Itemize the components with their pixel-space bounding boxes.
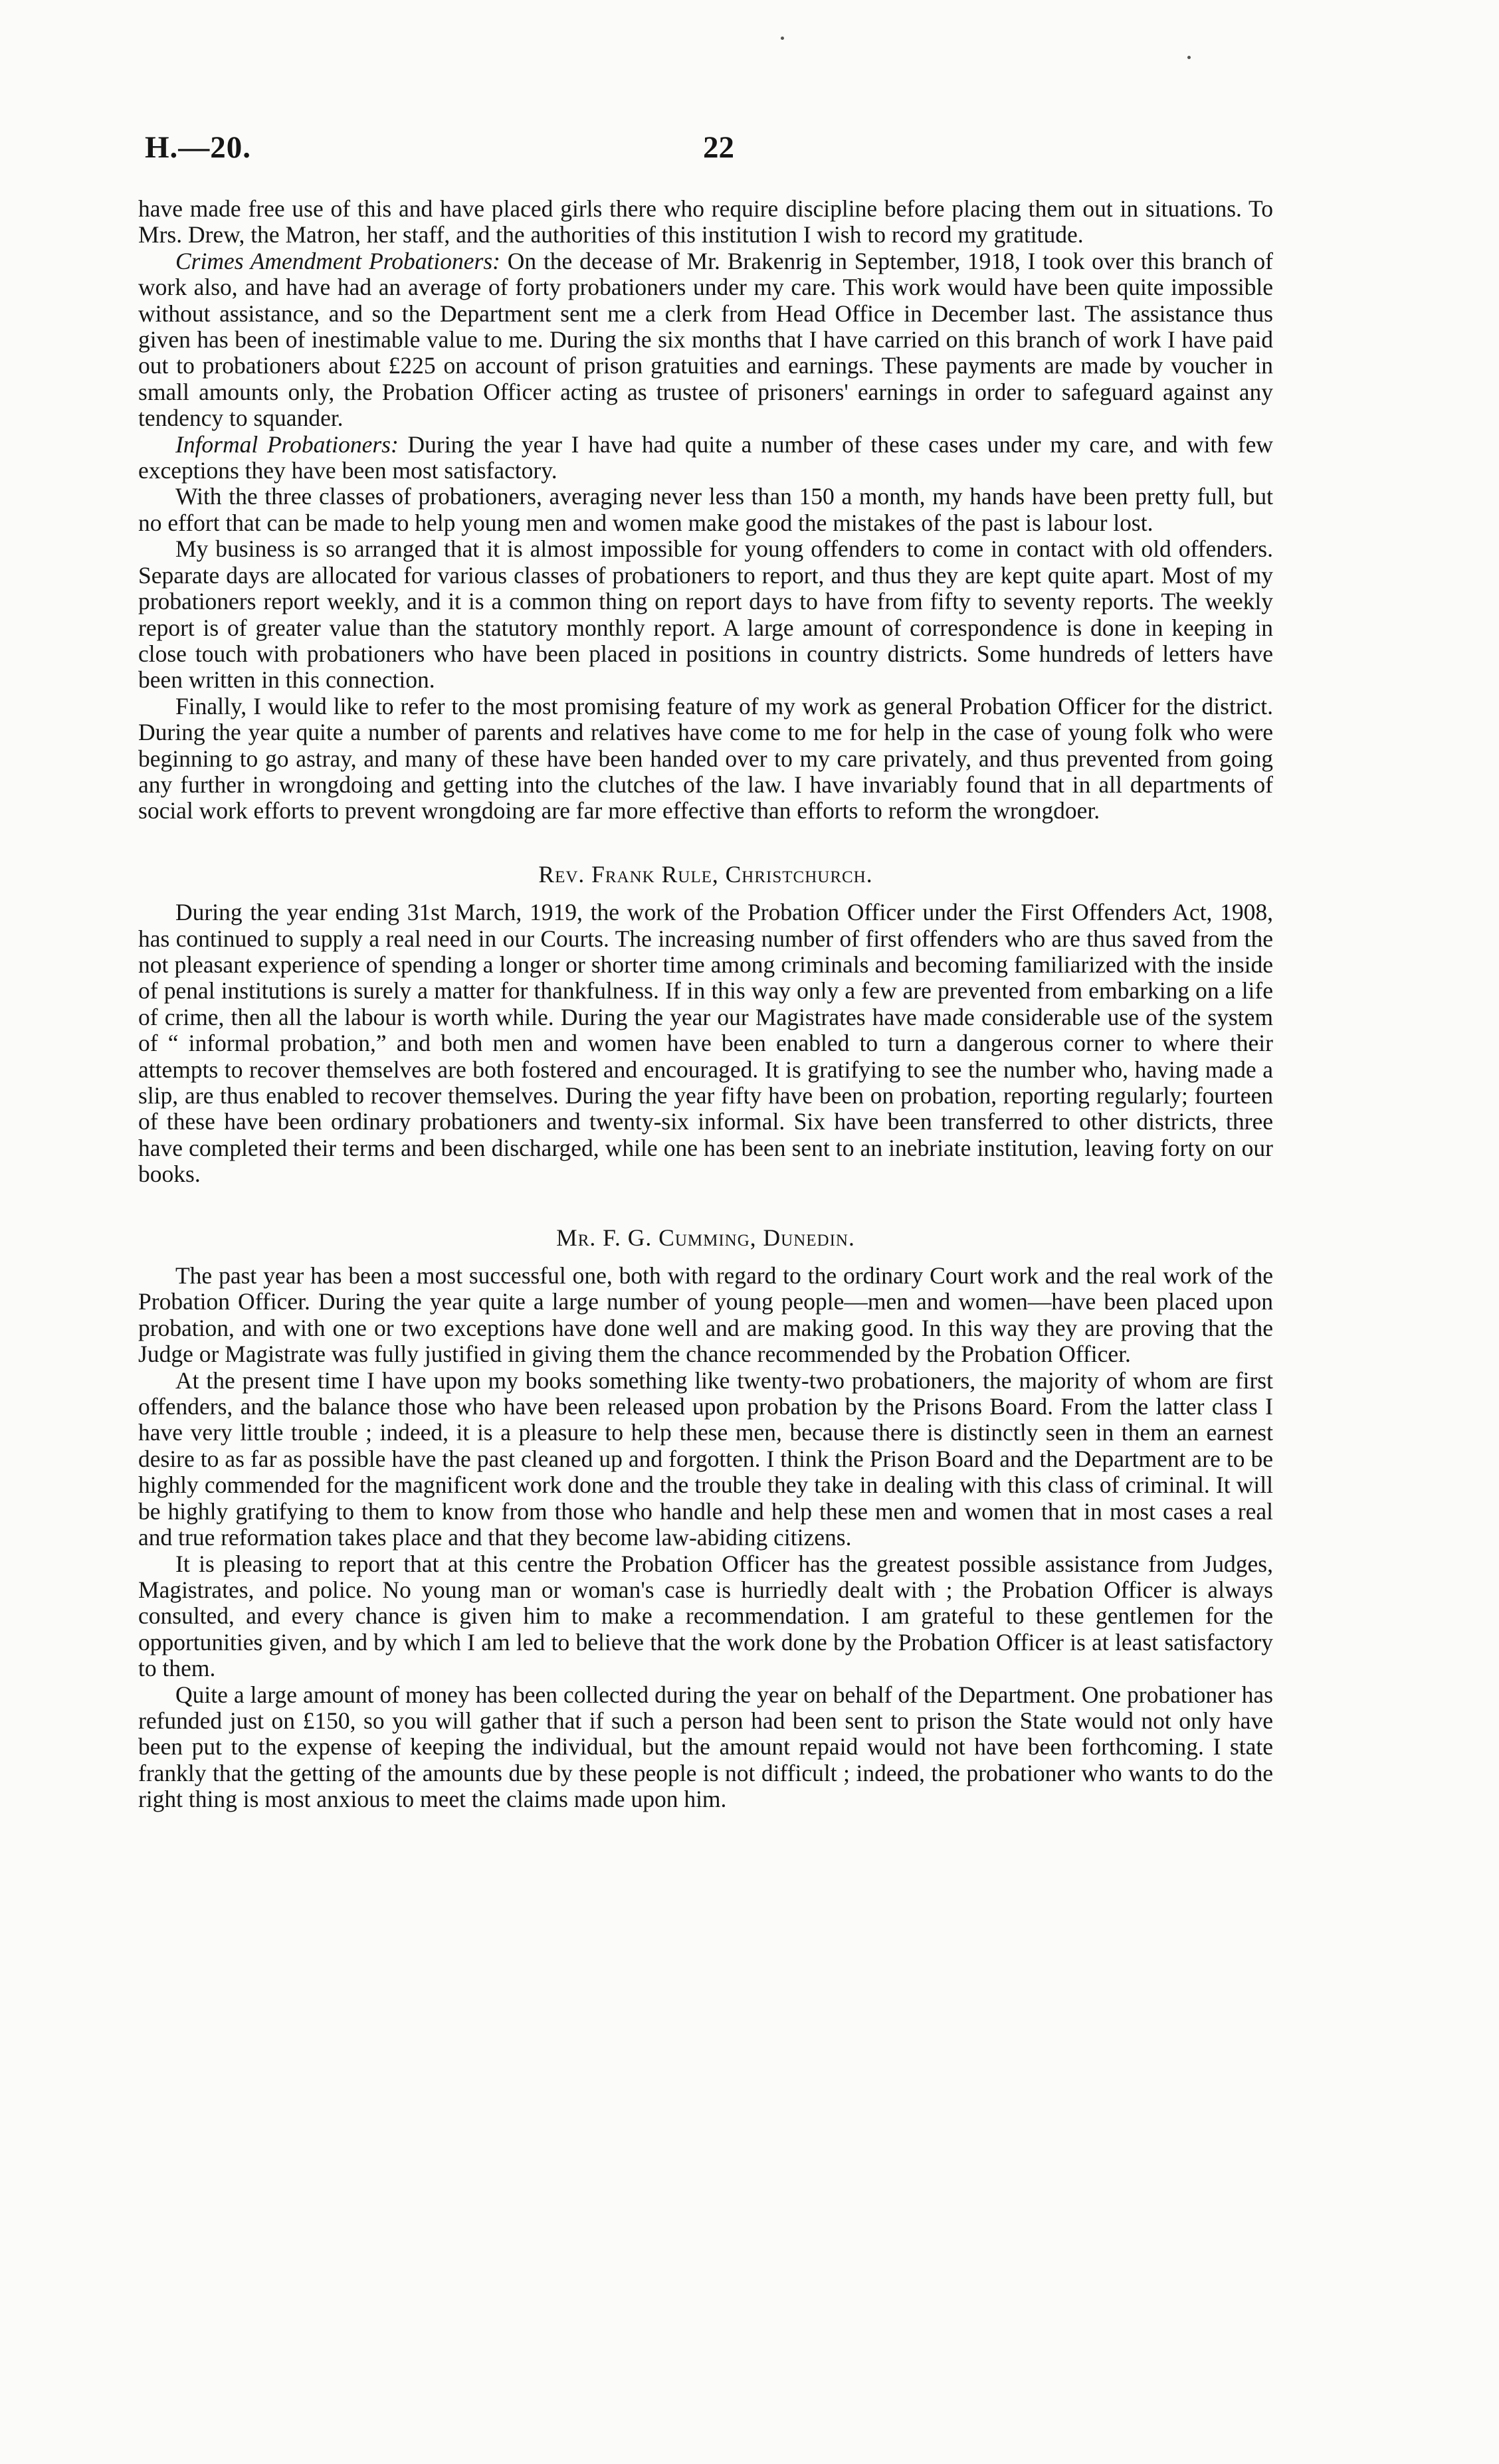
scan-speck [781,37,784,40]
paragraph: It is pleasing to report that at this centre the Probation Officer has the greatest possible assistance from Judges, Magistrates, and police. No young man or woman's case is hurriedly dealt with ; the Probation Officer is always consulted, and every chance is given him to make a recommendation. I am grateful to these gentlemen for the opportunities given, and by which I am led to believe that the work done by the Probation Officer is at least satisfactory to them. [138,1550,1273,1682]
document-reference: H.—20. [145,130,252,165]
paragraph: With the three classes of probationers, averaging never less than 150 a month, my hands have been pretty full, but no effort that can be made to help young men and women make good the mistakes of the past is labour lost. [138,483,1273,536]
page-body [138,196,1273,1813]
section-heading-rule: Rev. Frank Rule, Christchurch. [538,860,873,888]
crimes-amendment-text: On the decease of Mr. Brakenrig in September, 1918, I took over this branch of work also, and have had an average of forty probationers under my care. This work would have been quite impossible without assistance, and so the Department sent me a clerk from Head Office in December last. The assistance thus given has been of inestimable value to me. During the six months that I have carried on this branch of work I have paid out to probationers about £225 on account of prison gratuities and earnings. These payments are made by voucher in small amounts only, the Probation Officer acting as trustee of prisoners' earnings in order to safeguard against any tendency to squander. [138,247,1273,432]
paragraph: The past year has been a most successful one, both with regard to the ordinary Court work and the real work of the Probation Officer. During the year quite a large number of young people—men and women—have been placed upon probation, and with one or two exceptions have done well and are making good. In this way they are proving that the Judge or Magistrate was fully justified in giving them the chance recommended by the Probation Officer. [138,1262,1273,1368]
section-heading-cumming: Mr. F. G. Cumming, Dunedin. [556,1224,855,1251]
paragraph: Finally, I would like to refer to the most promising feature of my work as general Probation Officer for the district. During the year quite a number of parents and relatives have come to me for help in the case of young folk who were beginning to go astray, and many of these have been handed over to my care privately, and thus prevented from going any further in wrongdoing and getting into the clutches of the law. I have invariably found that in all departments of social work efforts to prevent wrongdoing are far more effective than efforts to reform the wrongdoer. [138,692,1273,824]
paragraph: During the year ending 31st March, 1919, the work of the Probation Officer under the First Offenders Act, 1908, has continued to supply a real need in our Courts. The increasing number of first offenders who are thus saved from the not pleasant experience of spending a longer or shorter time among criminals and becoming familiarized with the inside of penal institutions is surely a matter for thankfulness. If in this way only a few are prevented from embarking on a life of crime, then all the labour is worth while. During the year our Magistrates have made considerable use of the system of “ informal probation,” and both men and women have been enabled to turn a dangerous corner to where their attempts to recover themselves are both fostered and encouraged. It is gratifying to see the number who, having made a slip, are thus enabled to recover themselves. During the year fifty have been on probation, reporting regularly; fourteen of these have been ordinary probationers and twenty-six informal. Six have been transferred to other districts, three have completed their terms and been discharged, while one has been sent to an inebriate institution, leaving forty on our books. [138,899,1273,1188]
page-number: 22 [703,130,734,165]
continued-paragraph: have made free use of this and have placed girls there who require discipline before placing them out in situations. To Mrs. Drew, the Matron, her staff, and the authorities of this institution I wish to record my gratitude. [138,195,1273,248]
crimes-amendment-paragraph [138,248,1273,432]
paragraph: Quite a large amount of money has been collected during the year on behalf of the Department. One probationer has refunded just on £150, so you will gather that if such a person had been sent to prison the State would not only have been put to the expense of keeping the individual, but the amount repaid would not have been forthcoming. I state frankly that the getting of the amounts due by these people is not difficult ; indeed, the probationer who wants to do the right thing is most anxious to meet the claims made upon him. [138,1681,1273,1813]
paragraph: My business is so arranged that it is almost impossible for young offenders to come in contact with old offenders. Separate days are allocated for various classes of probationers to report, and thus they are kept quite apart. Most of my probationers report weekly, and it is a common thing on report days to have from fifty to seventy reports. The weekly report is of greater value than the statutory monthly report. A large amount of correspondence is done in keeping in close touch with probationers who have been placed in positions in country districts. Some hundreds of letters have been written in this connection. [138,535,1273,694]
informal-probationers-heading: Informal Probationers: [175,430,399,458]
page-header [145,130,1274,176]
informal-probationers-text: During the year I have had quite a number of these cases under my care, and with few exceptions they have been most satisfactory. [138,430,1273,484]
scan-speck [1187,56,1191,59]
informal-probationers-paragraph [138,432,1273,484]
paragraph: At the present time I have upon my books something like twenty-two probationers, the majority of whom are first offenders, and the balance those who have been released upon probation by the Prisons Board. From the latter class I have very little trouble ; indeed, it is a pleasure to help these men, because there is distinctly seen in them an earnest desire to as far as possible have the past cleaned up and forgotten. I think the Prison Board and the Department are to be highly commended for the magnificent work done and the trouble they take in dealing with this class of criminal. It will be highly gratifying to them to know from those who handle and help these men and women that in most cases a real and true reformation takes place and that they become law-abiding citizens. [138,1367,1273,1551]
crimes-amendment-heading: Crimes Amendment Probationers: [175,247,500,274]
